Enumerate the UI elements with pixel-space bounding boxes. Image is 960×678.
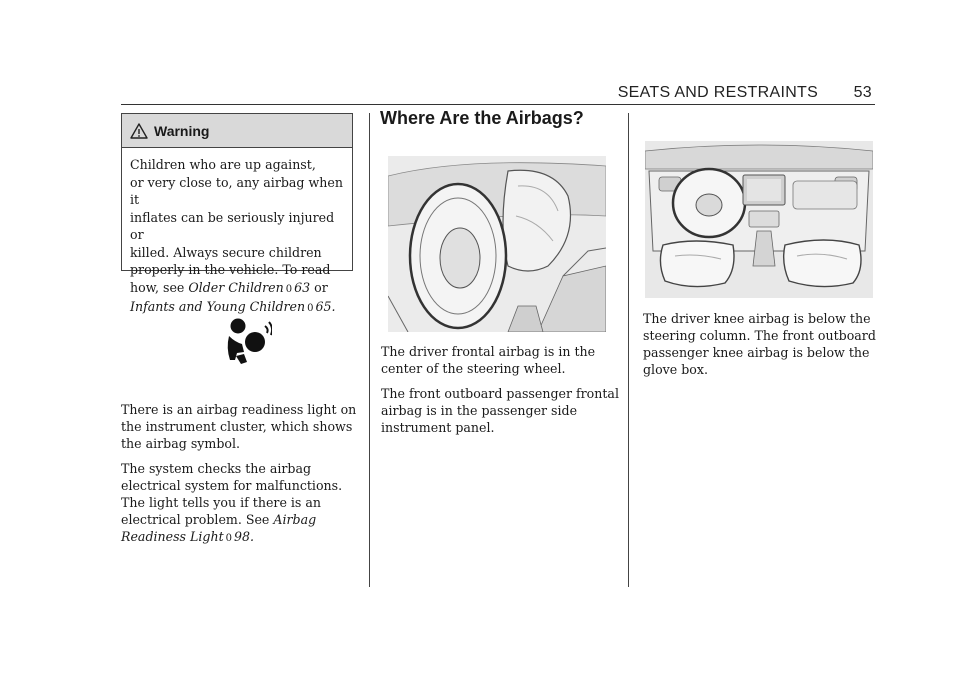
- text-line: The system checks the airbag: [121, 461, 312, 476]
- section-name: SEATS AND RESTRAINTS: [617, 84, 819, 101]
- column-divider-2: [628, 113, 629, 587]
- page-ref-arrow-icon: 0: [307, 303, 314, 314]
- text-line: steering column. The front outboard: [643, 328, 876, 343]
- xref-readiness-light[interactable]: Readiness Light: [121, 529, 224, 544]
- text-line: instrument panel.: [381, 420, 495, 435]
- running-header: [618, 84, 872, 102]
- text-line: The driver frontal airbag is in the: [381, 344, 596, 359]
- text-line: The light tells you if there is an: [121, 495, 322, 510]
- text-line: the instrument cluster, which shows: [121, 419, 353, 434]
- warning-box: [121, 113, 353, 314]
- text-line: electrical problem. See: [121, 512, 274, 527]
- warning-line: properly in the vehicle. To read: [130, 262, 331, 277]
- xref-airbag[interactable]: Airbag: [273, 512, 317, 527]
- text-line: electrical system for malfunctions.: [121, 478, 343, 493]
- xref-page[interactable]: 98.: [234, 529, 255, 544]
- paragraph: [643, 310, 883, 378]
- section-title: Where Are the Airbags?: [380, 108, 584, 128]
- paragraph: [121, 460, 361, 547]
- text-line: There is an airbag readiness light on: [121, 402, 357, 417]
- paragraph: [381, 385, 621, 436]
- airbag-readiness-icon: [220, 314, 272, 372]
- xref-page[interactable]: 65.: [315, 299, 336, 314]
- text-line: the airbag symbol.: [121, 436, 241, 451]
- page-ref-arrow-icon: 0: [225, 533, 233, 544]
- column-divider-1: [369, 113, 370, 587]
- text-line: airbag is in the passenger side: [381, 403, 578, 418]
- xref-older-children[interactable]: Older Children: [188, 279, 284, 295]
- warning-text-fragment: how, see: [130, 279, 189, 295]
- warning-triangle-icon: [130, 123, 148, 139]
- text-line: The front outboard passenger frontal: [381, 386, 619, 401]
- xref-page[interactable]: 63: [294, 279, 311, 295]
- warning-line: killed. Always secure children: [130, 244, 322, 260]
- warning-line: [130, 279, 344, 299]
- warning-text-fragment: or: [314, 279, 328, 295]
- text-line: center of the steering wheel.: [381, 361, 566, 376]
- text-line: The driver knee airbag is below the: [643, 311, 871, 326]
- warning-line: or very close to, any airbag when it: [130, 174, 343, 207]
- left-column-text: [121, 401, 361, 555]
- knee-airbag-illustration: [645, 141, 873, 298]
- warning-line: inflates can be seriously injured or: [130, 209, 335, 242]
- text-line: glove box.: [643, 362, 708, 377]
- paragraph: [381, 343, 621, 377]
- warning-line: Children who are up against,: [130, 157, 316, 172]
- paragraph: [121, 401, 361, 452]
- warning-text: [122, 148, 352, 318]
- driver-airbag-illustration: [388, 156, 606, 332]
- warning-title: Warning: [154, 122, 210, 139]
- text-line: passenger knee airbag is below the: [643, 345, 870, 360]
- xref-infants-young-children[interactable]: Infants and Young Children: [130, 299, 306, 314]
- header-rule: [121, 104, 875, 105]
- middle-column-text: [381, 343, 621, 444]
- right-column-text: [643, 310, 883, 386]
- page-number: 53: [853, 84, 872, 101]
- warning-header: [122, 114, 352, 148]
- page-ref-arrow-icon: 0: [285, 283, 293, 295]
